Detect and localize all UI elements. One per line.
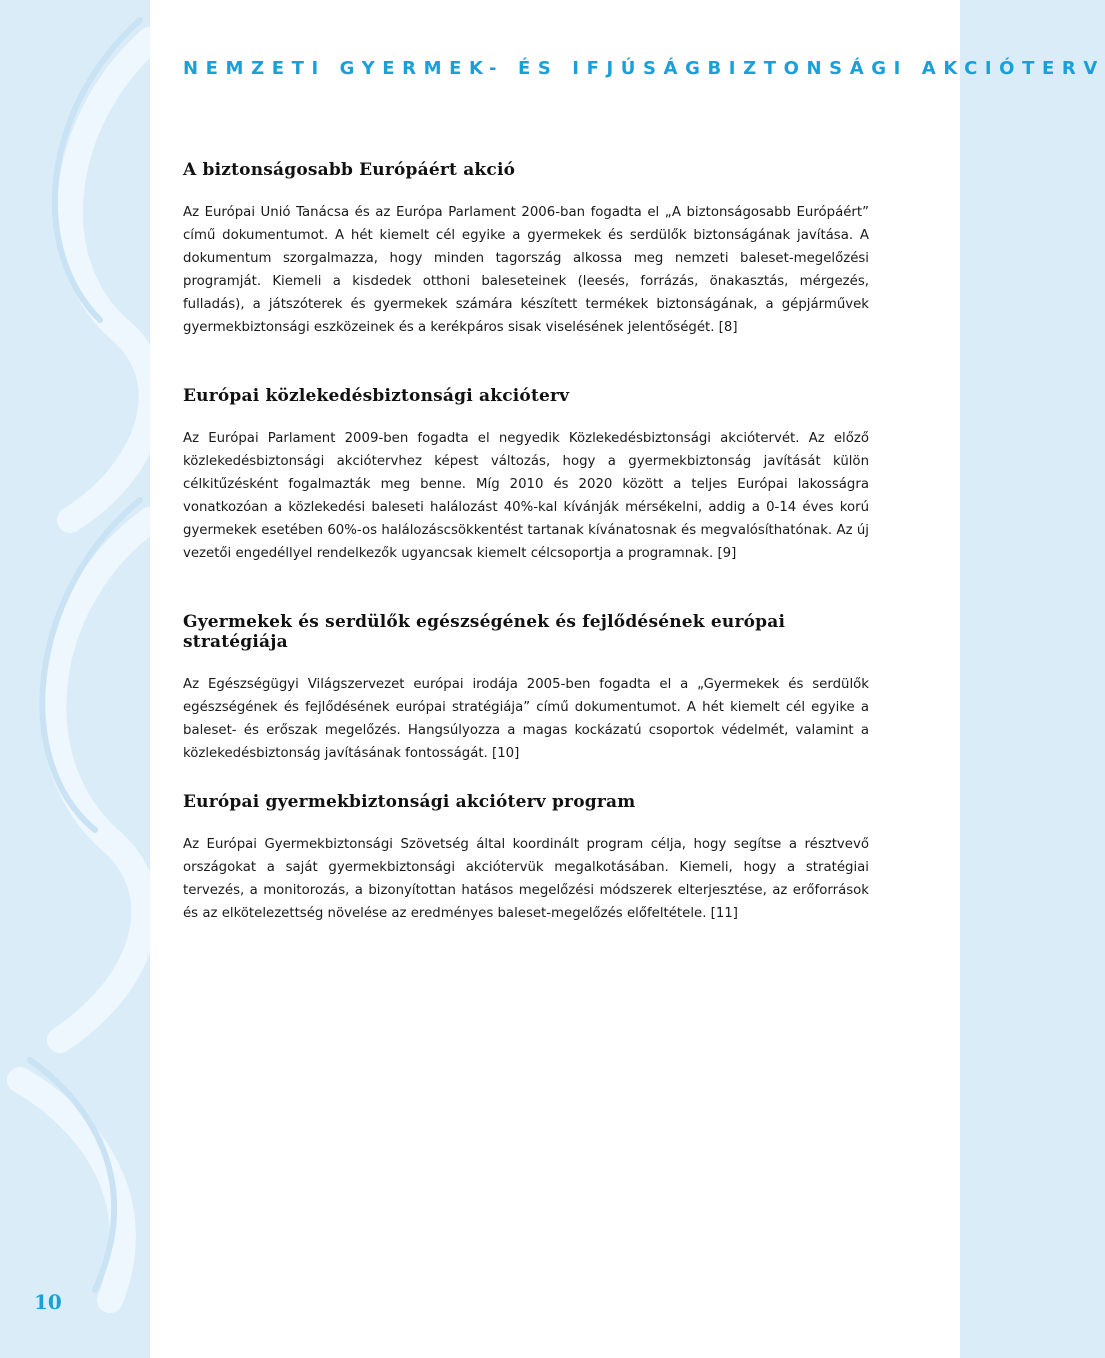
section-body: Az Egészségügyi Világszervezet európai irodája 2005-ben fogadta el a „Gyermekek és serdülők egészségének és fejlődésének európai stratégiája” című dokumentumot. A hét kiemelt cél egyike a baleset- és erőszak megelőzés. Hangsúlyozza a magas kockázatú csoportok védelmét, valamint a közlekedésbiztonság javításának fontosságát. [10] xyxy=(183,677,869,761)
content-area xyxy=(183,160,869,925)
section-child-health-strategy xyxy=(183,612,869,792)
section-road-safety xyxy=(183,386,869,612)
section-body: Az Európai Unió Tanácsa és az Európa Parlament 2006-ban fogadta el „A biztonságosabb Európáért” című dokumentumot. A hét kiemelt cél egyike a gyermekek és serdülők biztonságának javítása. A dokumentum szorgalmazza, hogy minden tagország alkossa meg nemzeti baleset-megelőzési programját. Kiemeli a kisdedek otthoni baleseteinek (leesés, forrázás, önakasztás, mérgezés, fulladás), a játszóterek és gyermekek számára készített termékek biztonságának, a gépjárművek gyermekbiztonsági eszközeinek és a kerékpáros sisak viselésének jelentőségét. [8] xyxy=(183,205,869,335)
section-heading: Európai gyermekbiztonsági akcióterv program xyxy=(183,792,636,812)
section-safer-europe xyxy=(183,160,869,386)
section-body: Az Európai Parlament 2009-ben fogadta el negyedik Közlekedésbiztonsági akciótervét. Az előző közlekedésbiztonsági akciótervhez képest változás, hogy a gyermekbiztonság javítását külön célkitűzésként fogalmazták meg benne. Míg 2010 és 2020 között a teljes Európai lakosságra vonatkozóan a közlekedési baleseti halálozást 40%-kal kívánják mérsékelni, addig a 0-14 éves korú gyermekek esetében 60%-os halálozáscsökkentést tartanak kívánatosnak és megvalósíthatónak. Az új vezetői engedéllyel rendelkezők ugyancsak kiemelt célcsoportja a programnak. [9] xyxy=(183,431,869,561)
section-child-safety-program xyxy=(183,792,869,925)
running-header: NEMZETI GYERMEK- ÉS IFJÚSÁGBIZTONSÁGI AKCIÓTERV xyxy=(183,58,1105,79)
section-heading: Európai közlekedésbiztonsági akcióterv xyxy=(183,386,570,406)
section-body: Az Európai Gyermekbiztonsági Szövetség által koordinált program célja, hogy segítse a résztvevő országokat a saját gyermekbiztonsági akciótervük megalkotásában. Kiemeli, hogy a stratégiai tervezés, a monitorozás, a bizonyítottan hatásos megelőzési módszerek elterjesztése, az erőforrások és az elkötelezettség növelése az eredményes baleset-megelőzés előfeltétele. [11] xyxy=(183,837,869,921)
section-heading: A biztonságosabb Európáért akció xyxy=(183,160,516,180)
section-heading: Gyermekek és serdülők egészségének és fejlődésének európai stratégiája xyxy=(183,612,786,652)
page-number: 10 xyxy=(34,1290,62,1314)
